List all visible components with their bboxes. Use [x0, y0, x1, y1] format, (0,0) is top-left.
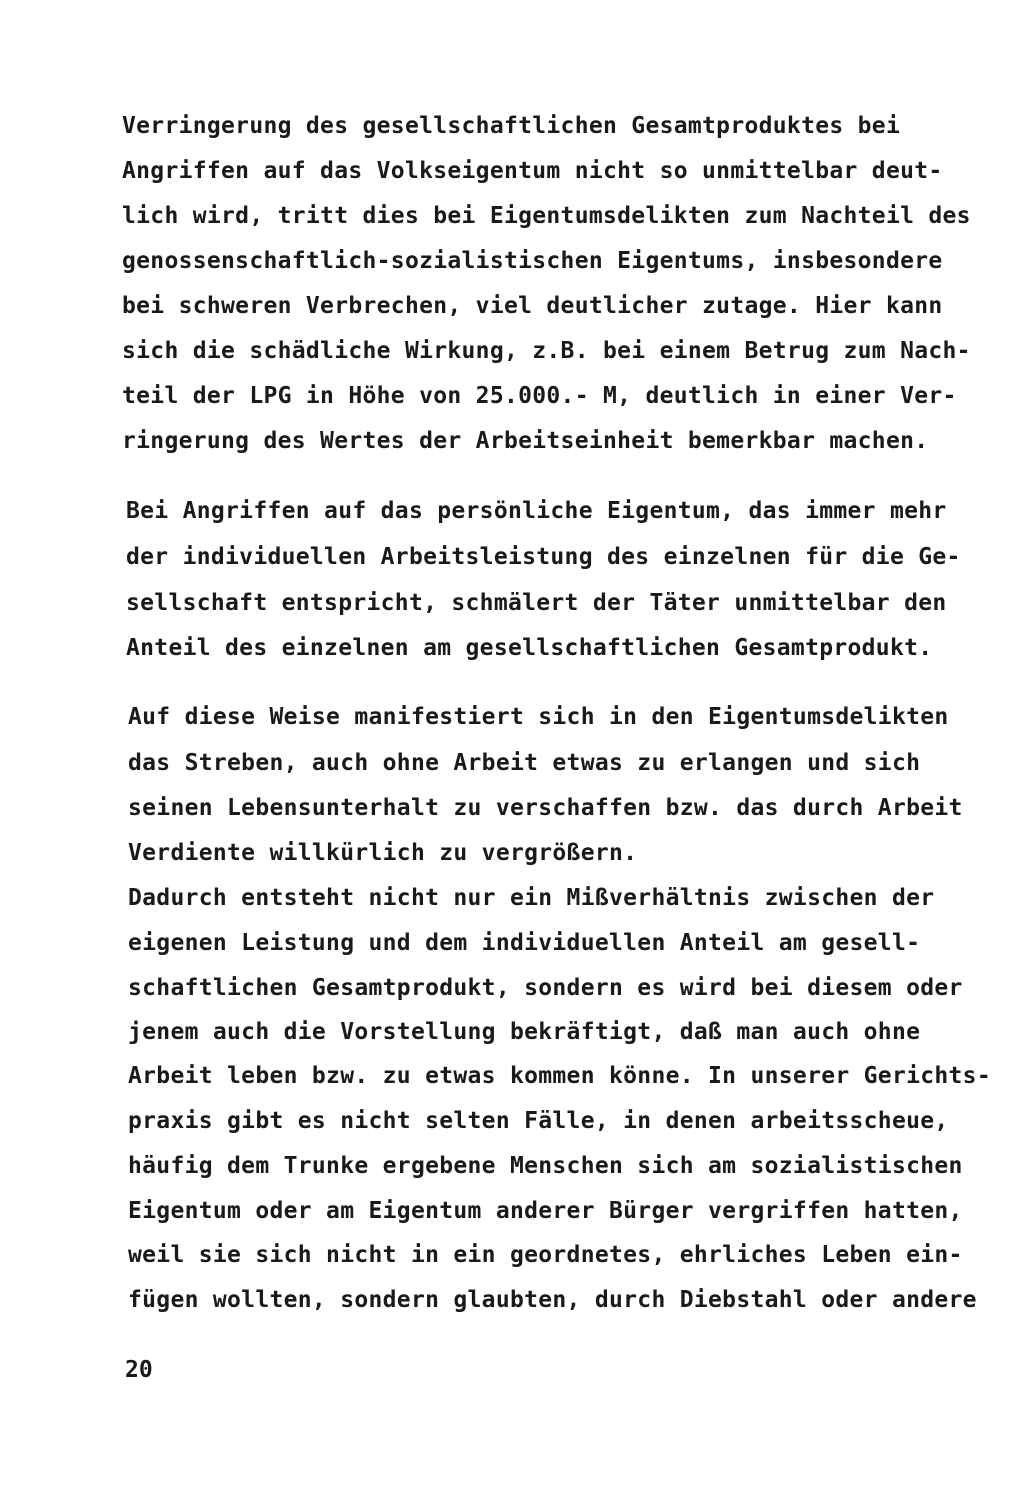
text-line: sellschaft entspricht, schmälert der Täter unmittelbar den	[126, 590, 947, 616]
text-line: Arbeit leben bzw. zu etwas kommen könne. In unserer Gerichts-	[128, 1063, 991, 1089]
text-line: praxis gibt es nicht selten Fälle, in denen arbeitsscheue,	[128, 1108, 949, 1134]
text-line: Verdiente willkürlich zu vergrößern.	[128, 840, 638, 866]
text-line: Angriffen auf das Volkseigentum nicht so unmittelbar deut-	[122, 158, 943, 184]
text-line: genossenschaftlich-sozialistischen Eigentums, insbesondere	[122, 248, 943, 274]
text-line: Bei Angriffen auf das persönliche Eigentum, das immer mehr	[126, 498, 947, 524]
text-line: das Streben, auch ohne Arbeit etwas zu erlangen und sich	[128, 750, 921, 776]
text-line: Anteil des einzelnen am gesellschaftlichen Gesamtprodukt.	[126, 635, 933, 661]
text-line: Dadurch entsteht nicht nur ein Mißverhältnis zwischen der	[128, 885, 935, 911]
text-line: lich wird, tritt dies bei Eigentumsdelikten zum Nachteil des	[122, 203, 971, 229]
text-line: teil der LPG in Höhe von 25.000.- M, deutlich in einer Ver-	[122, 383, 957, 409]
text-line: fügen wollten, sondern glaubten, durch Diebstahl oder andere	[128, 1287, 977, 1313]
text-line: sich die schädliche Wirkung, z.B. bei einem Betrug zum Nach-	[122, 338, 971, 364]
text-line: Eigentum oder am Eigentum anderer Bürger vergriffen hatten,	[128, 1198, 963, 1224]
text-line: seinen Lebensunterhalt zu verschaffen bzw. das durch Arbeit	[128, 795, 963, 821]
text-line: Verringerung des gesellschaftlichen Gesamtproduktes bei	[122, 113, 901, 139]
text-line: bei schweren Verbrechen, viel deutlicher zutage. Hier kann	[122, 293, 943, 319]
text-line: schaftlichen Gesamtprodukt, sondern es wird bei diesem oder	[128, 975, 963, 1001]
page-number: 20	[125, 1357, 153, 1383]
text-line: weil sie sich nicht in ein geordnetes, ehrliches Leben ein-	[128, 1242, 963, 1268]
text-line: eigenen Leistung und dem individuellen Anteil am gesell-	[128, 930, 921, 956]
text-line: jenem auch die Vorstellung bekräftigt, daß man auch ohne	[128, 1019, 921, 1045]
text-line: Auf diese Weise manifestiert sich in den Eigentumsdelikten	[128, 704, 949, 730]
text-line: ringerung des Wertes der Arbeitseinheit bemerkbar machen.	[122, 428, 929, 454]
text-line: der individuellen Arbeitsleistung des einzelnen für die Ge-	[126, 544, 961, 570]
text-line: häufig dem Trunke ergebene Menschen sich am sozialistischen	[128, 1153, 963, 1179]
